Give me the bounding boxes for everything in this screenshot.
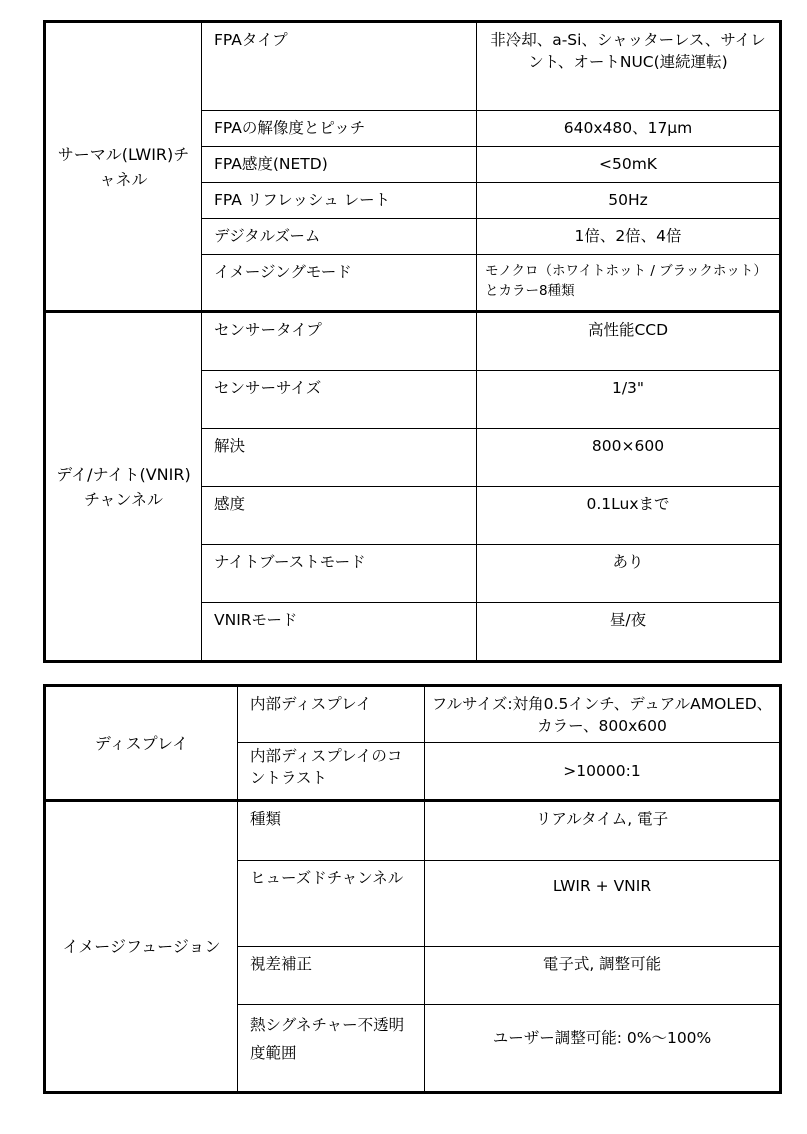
spec-value: 非冷却、a-Si、シャッターレス、サイレント、オートNUC(連続運転) [477, 22, 781, 111]
spec-label: センサーサイズ [202, 371, 477, 429]
spec-table-channels [43, 20, 782, 663]
spec-label: 種類 [238, 801, 425, 861]
spec-value: 電子式, 調整可能 [425, 947, 781, 1005]
spec-value: 高性能CCD [477, 312, 781, 371]
spec-value: 1/3" [477, 371, 781, 429]
spec-value: LWIR + VNIR [425, 861, 781, 947]
category-daynight: デイ/ナイト(VNIR)チャンネル [45, 312, 202, 662]
spec-value: 640x480、17μm [477, 111, 781, 147]
category-thermal: サーマル(LWIR)チャネル [45, 22, 202, 312]
spec-label: 視差補正 [238, 947, 425, 1005]
spec-value: ユーザー調整可能: 0%～100% [425, 1005, 781, 1093]
spec-value: 50Hz [477, 183, 781, 219]
spec-label: イメージングモード [202, 255, 477, 312]
spec-label: FPA感度(NETD) [202, 147, 477, 183]
spec-value: フルサイズ:対角0.5インチ、デュアルAMOLED、カラー、800x600 [425, 686, 781, 743]
spec-value: 800×600 [477, 429, 781, 487]
spec-label: FPAの解像度とピッチ [202, 111, 477, 147]
spec-label: 解決 [202, 429, 477, 487]
spec-label: デジタルズーム [202, 219, 477, 255]
spec-label: ヒューズドチャンネル [238, 861, 425, 947]
spec-value: 昼/夜 [477, 603, 781, 662]
spec-value: 1倍、2倍、4倍 [477, 219, 781, 255]
spec-value: リアルタイム, 電子 [425, 801, 781, 861]
spec-table-display-fusion [43, 684, 782, 1094]
spec-value: モノクロ（ホワイトホット / ブラックホット）とカラー8種類 [477, 255, 781, 312]
spec-label: FPAタイプ [202, 22, 477, 111]
spec-label: 感度 [202, 487, 477, 545]
spec-value: 0.1Luxまで [477, 487, 781, 545]
table-row [45, 312, 781, 371]
table-row [45, 801, 781, 861]
spec-label: センサータイプ [202, 312, 477, 371]
spec-label: 内部ディスプレイ [238, 686, 425, 743]
table-row [45, 686, 781, 743]
spec-value: >10000:1 [425, 743, 781, 801]
spec-label: ナイトブーストモード [202, 545, 477, 603]
spec-value: あり [477, 545, 781, 603]
spec-value: <50mK [477, 147, 781, 183]
spec-label: 内部ディスプレイのコントラスト [238, 743, 425, 801]
spec-label: 熱シグネチャー不透明度範囲 [238, 1005, 425, 1093]
spec-label: FPA リフレッシュ レート [202, 183, 477, 219]
category-fusion: イメージフュージョン [45, 801, 238, 1093]
category-display: ディスプレイ [45, 686, 238, 801]
table-row [45, 22, 781, 111]
spec-label: VNIRモード [202, 603, 477, 662]
